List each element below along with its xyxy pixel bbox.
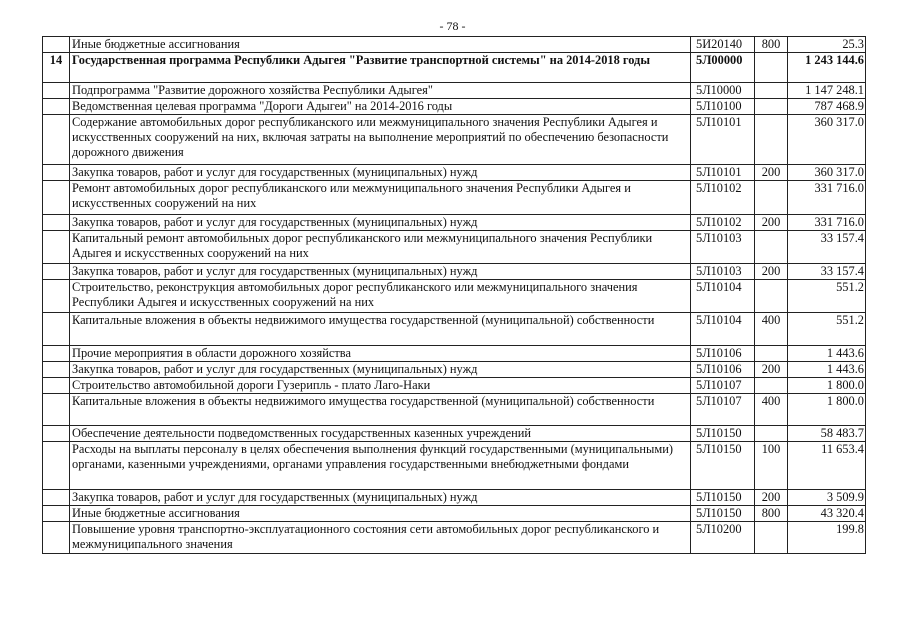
amount-cell: 331 716.0 (788, 215, 866, 231)
expense-name-cell: Капитальный ремонт автомобильных дорог республиканского или межмуниципального значения Республики Адыгея и искусственных сооружений на них (70, 231, 691, 264)
row-number-cell (43, 215, 70, 231)
amount-cell: 58 483.7 (788, 426, 866, 442)
expense-type-cell: 200 (755, 215, 788, 231)
row-number-cell (43, 280, 70, 313)
expense-name-cell: Строительство, реконструкция автомобильных дорог республиканского или межмуниципального значения Республики Адыгея и искусственных сооружений на них (70, 280, 691, 313)
row-number-cell (43, 83, 70, 99)
row-number-cell: 14 (43, 53, 70, 83)
row-number-cell (43, 115, 70, 165)
expense-type-cell (755, 99, 788, 115)
table-row (43, 37, 866, 53)
row-number-cell (43, 378, 70, 394)
target-code-cell: 5Л10107 (691, 378, 755, 394)
target-code-cell: 5Л10104 (691, 280, 755, 313)
table-row (43, 362, 866, 378)
table-row (43, 522, 866, 554)
amount-cell: 551.2 (788, 313, 866, 346)
amount-cell: 1 147 248.1 (788, 83, 866, 99)
expense-name-cell: Закупка товаров, работ и услуг для государственных (муниципальных) нужд (70, 490, 691, 506)
table-row (43, 99, 866, 115)
row-number-cell (43, 506, 70, 522)
target-code-cell: 5Л10150 (691, 442, 755, 490)
expense-name-cell: Строительство автомобильной дороги Гузерипль - плато Лаго-Наки (70, 378, 691, 394)
amount-cell: 1 243 144.6 (788, 53, 866, 83)
row-number-cell (43, 37, 70, 53)
amount-cell: 331 716.0 (788, 181, 866, 215)
expense-type-cell (755, 426, 788, 442)
target-code-cell: 5Л10200 (691, 522, 755, 554)
amount-cell: 3 509.9 (788, 490, 866, 506)
row-number-cell (43, 231, 70, 264)
target-code-cell: 5Л10150 (691, 426, 755, 442)
row-number-cell (43, 394, 70, 426)
target-code-cell: 5Л10102 (691, 215, 755, 231)
expense-type-cell (755, 53, 788, 83)
expense-name-cell: Иные бюджетные ассигнования (70, 37, 691, 53)
expense-type-cell: 400 (755, 313, 788, 346)
table-row (43, 231, 866, 264)
row-number-cell (43, 313, 70, 346)
expense-name-cell: Ремонт автомобильных дорог республиканского или межмуниципального значения Республики Адыгея и искусственных сооружений на них (70, 181, 691, 215)
row-number-cell (43, 181, 70, 215)
table-row (43, 394, 866, 426)
row-number-cell (43, 522, 70, 554)
expense-type-cell (755, 83, 788, 99)
table-row (43, 83, 866, 99)
table-row (43, 264, 866, 280)
amount-cell: 1 443.6 (788, 362, 866, 378)
expense-type-cell (755, 181, 788, 215)
target-code-cell: 5Л00000 (691, 53, 755, 83)
expense-name-cell: Ведомственная целевая программа "Дороги Адыгеи" на 2014-2016 годы (70, 99, 691, 115)
expense-name-cell: Капитальные вложения в объекты недвижимого имущества государственной (муниципальной) собственности (70, 394, 691, 426)
expense-type-cell: 200 (755, 490, 788, 506)
target-code-cell: 5Л10104 (691, 313, 755, 346)
expense-type-cell: 200 (755, 165, 788, 181)
expense-name-cell: Повышение уровня транспортно-эксплуатационного состояния сети автомобильных дорог республиканского и межмуниципального значения (70, 522, 691, 554)
table-row (43, 165, 866, 181)
expense-name-cell: Обеспечение деятельности подведомственных государственных казенных учреждений (70, 426, 691, 442)
expense-name-cell: Подпрограмма "Развитие дорожного хозяйства Республики Адыгея" (70, 83, 691, 99)
table-row (43, 280, 866, 313)
row-number-cell (43, 346, 70, 362)
row-number-cell (43, 442, 70, 490)
expense-name-cell: Иные бюджетные ассигнования (70, 506, 691, 522)
table-row (43, 346, 866, 362)
expense-type-cell (755, 280, 788, 313)
target-code-cell: 5Л10107 (691, 394, 755, 426)
amount-cell: 33 157.4 (788, 264, 866, 280)
table-row (43, 490, 866, 506)
row-number-cell (43, 362, 70, 378)
expense-type-cell: 400 (755, 394, 788, 426)
row-number-cell (43, 264, 70, 280)
expense-name-cell: Закупка товаров, работ и услуг для государственных (муниципальных) нужд (70, 264, 691, 280)
expense-type-cell: 800 (755, 506, 788, 522)
amount-cell: 360 317.0 (788, 115, 866, 165)
amount-cell: 1 800.0 (788, 378, 866, 394)
expense-name-cell: Капитальные вложения в объекты недвижимого имущества государственной (муниципальной) собственности (70, 313, 691, 346)
target-code-cell: 5Л10102 (691, 181, 755, 215)
page-number: - 78 - (439, 19, 466, 33)
amount-cell: 787 468.9 (788, 99, 866, 115)
table-row (43, 378, 866, 394)
expense-name-cell: Государственная программа Республики Адыгея "Развитие транспортной системы" на 2014-2018 годы (70, 53, 691, 83)
expense-name-cell: Закупка товаров, работ и услуг для государственных (муниципальных) нужд (70, 362, 691, 378)
table-row (43, 442, 866, 490)
target-code-cell: 5Л10103 (691, 231, 755, 264)
expense-type-cell: 800 (755, 37, 788, 53)
table-row (43, 115, 866, 165)
expense-type-cell: 200 (755, 264, 788, 280)
target-code-cell: 5Л10101 (691, 115, 755, 165)
amount-cell: 43 320.4 (788, 506, 866, 522)
amount-cell: 33 157.4 (788, 231, 866, 264)
table-row (43, 426, 866, 442)
target-code-cell: 5Л10106 (691, 346, 755, 362)
target-code-cell: 5Л10106 (691, 362, 755, 378)
target-code-cell: 5Л10150 (691, 490, 755, 506)
expense-type-cell (755, 378, 788, 394)
row-number-cell (43, 490, 70, 506)
table-row (43, 313, 866, 346)
amount-cell: 25.3 (788, 37, 866, 53)
table-row (43, 181, 866, 215)
expense-name-cell: Содержание автомобильных дорог республиканского или межмуниципального значения Республики Адыгея и искусственных сооружений на них, включая затраты на выполнение мероприятий по обеспечению безопасности дорожного движения (70, 115, 691, 165)
table-row (43, 215, 866, 231)
target-code-cell: 5Л10150 (691, 506, 755, 522)
expense-type-cell: 100 (755, 442, 788, 490)
row-number-cell (43, 165, 70, 181)
expense-name-cell: Закупка товаров, работ и услуг для государственных (муниципальных) нужд (70, 215, 691, 231)
amount-cell: 11 653.4 (788, 442, 866, 490)
target-code-cell: 5И20140 (691, 37, 755, 53)
expense-type-cell (755, 115, 788, 165)
amount-cell: 360 317.0 (788, 165, 866, 181)
expense-name-cell: Закупка товаров, работ и услуг для государственных (муниципальных) нужд (70, 165, 691, 181)
row-number-cell (43, 99, 70, 115)
target-code-cell: 5Л10101 (691, 165, 755, 181)
expense-type-cell (755, 346, 788, 362)
expense-type-cell: 200 (755, 362, 788, 378)
amount-cell: 1 800.0 (788, 394, 866, 426)
target-code-cell: 5Л10000 (691, 83, 755, 99)
amount-cell: 199.8 (788, 522, 866, 554)
amount-cell: 551.2 (788, 280, 866, 313)
table-row (43, 53, 866, 83)
row-number-cell (43, 426, 70, 442)
table-row (43, 506, 866, 522)
budget-table (42, 36, 866, 554)
expense-type-cell (755, 522, 788, 554)
target-code-cell: 5Л10103 (691, 264, 755, 280)
amount-cell: 1 443.6 (788, 346, 866, 362)
expense-name-cell: Прочие мероприятия в области дорожного хозяйства (70, 346, 691, 362)
expense-name-cell: Расходы на выплаты персоналу в целях обеспечения выполнения функций государственными (муниципальными) органами, казенными учреждениями, органами управления государственными внебюджетными фондами (70, 442, 691, 490)
expense-type-cell (755, 231, 788, 264)
target-code-cell: 5Л10100 (691, 99, 755, 115)
